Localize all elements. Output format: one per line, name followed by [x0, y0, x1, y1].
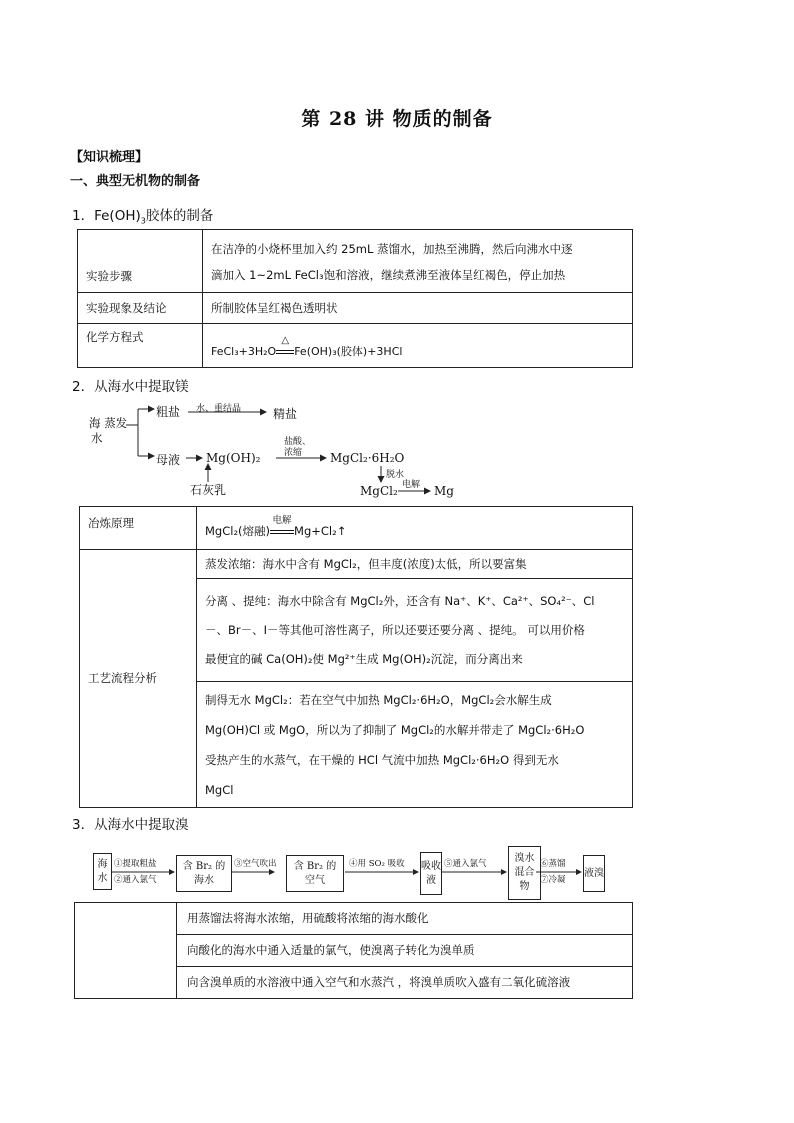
row-content: 向含溴单质的水溶液中通入空气和水蒸汽 ，将溴单质吹入盛有二氧化硫溶液: [177, 967, 633, 999]
br-table: [74, 902, 633, 999]
eq-reactants: MgCl₂(熔融): [205, 524, 271, 538]
diag-fine-salt: 精盐: [273, 407, 298, 421]
flow-box-liquid-bromine: 液溴: [583, 855, 605, 892]
row-label: 工艺流程分析: [80, 550, 197, 808]
diag-acid: 盐酸、: [284, 437, 312, 447]
row-content: 蒸发浓缩：海水中含有 MgCl₂，但丰度(浓度)太低，所以要富集: [197, 550, 633, 579]
diag-concentrate: 浓缩: [284, 448, 303, 458]
diag-mg-oh2: Mg(OH)₂: [206, 451, 261, 465]
table-row: [78, 230, 633, 293]
row-content-line: 在洁净的小烧杯里加入约 25mL 蒸馏水，加热至沸腾，然后向沸水中逐: [211, 242, 573, 256]
page-title: 第 28 讲 物质的制备: [301, 108, 493, 130]
table-row: [80, 507, 633, 550]
diag-seawater-2: 水: [91, 431, 103, 445]
row-content: [197, 682, 633, 808]
diag-mother-liquor: 母液: [156, 453, 181, 467]
eq-products: Fe(OH)₃(胶体)+3HCl: [294, 345, 403, 358]
row-content: 所制胶体呈红褐色透明状: [203, 293, 633, 324]
flow-step-1: ①提取粗盐: [114, 859, 157, 869]
row-label: 实验步骤: [78, 230, 203, 293]
flow-box-text: 空气: [305, 874, 325, 886]
diag-crude-salt: 粗盐: [156, 405, 181, 419]
flow-box-br-air: [286, 855, 344, 892]
diag-mgcl2: MgCl₂: [360, 484, 398, 498]
flow-step-7: ⑦冷凝: [540, 875, 566, 885]
table-row: [80, 550, 633, 579]
diag-mgcl2-hydrate: MgCl₂·6H₂O: [330, 451, 405, 465]
flow-step-3: ③空气吹出: [234, 859, 277, 869]
table-row: [78, 324, 633, 368]
flow-box-absorbent: 吸收液: [420, 852, 442, 895]
row-label-empty: [75, 903, 177, 999]
fe-oh3-table: [77, 229, 633, 368]
flow-step-6: ⑥蒸馏: [540, 859, 566, 869]
eq-arrow: [270, 515, 294, 545]
row-label: 化学方程式: [78, 324, 203, 368]
row-content: [203, 230, 633, 293]
row-label: 实验现象及结论: [78, 293, 203, 324]
row-content: 向酸化的海水中通入适量的氯气，使溴离子转化为溴单质: [177, 935, 633, 967]
eq-products: Mg+Cl₂↑: [294, 524, 347, 538]
mg-table: [79, 506, 633, 808]
row-content-line: 受热产生的水蒸气，在干燥的 HCl 气流中加热 MgCl₂·6H₂O 得到无水: [205, 752, 559, 767]
section-1-title: [72, 204, 213, 224]
eq-reactants: FeCl₃+3H₂O: [211, 345, 277, 358]
flow-box-br-seawater: [176, 855, 232, 892]
section-2-title: 2．从海水中提取镁: [72, 379, 189, 395]
row-content-line: 分离 、提纯：海水中除含有 MgCl₂外，还含有 Na⁺、K⁺、Ca²⁺、SO₄²⁻、Cl: [205, 593, 595, 608]
row-content: 用蒸馏法将海水浓缩，用硫酸将浓缩的海水酸化: [177, 903, 633, 935]
section-heading: 一、典型无机物的制备: [70, 174, 201, 189]
row-content-line: －、Br－、I－等其他可溶性离子，所以还要还要分离 、提纯。 可以用价格: [205, 622, 585, 637]
flow-box-text: 海水: [194, 874, 214, 886]
eq-condition: 电解: [272, 515, 292, 526]
flow-box-seawater: 海水: [93, 853, 112, 890]
diag-electrolysis: 电解: [402, 480, 421, 490]
flow-step-5: ⑤通入氯气: [444, 859, 487, 869]
row-content-line: 滴加入 1~2mL FeCl₃饱和溶液，继续煮沸至液体呈红褐色，停止加热: [211, 268, 566, 282]
row-content-line: 制得无水 MgCl₂：若在空气中加热 MgCl₂·6H₂O，MgCl₂会水解生成: [205, 692, 552, 707]
diag-mg: Mg: [434, 484, 454, 498]
chemical-equation: [203, 324, 633, 368]
section-3-title: 3．从海水中提取溴: [72, 817, 189, 833]
table-row: [75, 903, 633, 935]
eq-condition: △: [281, 335, 290, 346]
s1-title-sub: 3: [140, 216, 146, 226]
table-row: [78, 293, 633, 324]
row-content: [197, 579, 633, 682]
row-content-line: Mg(OH)Cl 或 MgO，所以为了抑制了 MgCl₂的水解并带走了 MgCl₂·6H₂O: [205, 722, 585, 737]
flow-box-bromine-water: 溴水混合物: [508, 846, 541, 900]
br-flow-arrows: [88, 848, 638, 898]
flow-box-text: 含 Br₂ 的: [293, 860, 337, 872]
row-content-line: 最便宜的碱 Ca(OH)₂使 Mg²⁺生成 Mg(OH)₂沉淀，而分离出来: [205, 651, 523, 666]
row-content-line: MgCl: [205, 782, 234, 797]
s1-title-text-post: 胶体的制备: [145, 208, 214, 224]
section-tag: 【知识梳理】: [70, 150, 149, 165]
flow-step-4: ④用 SO₂ 吸收: [349, 859, 405, 869]
row-label: 冶炼原理: [80, 507, 197, 550]
diag-lime-milk: 石灰乳: [190, 483, 227, 497]
s1-title-text: 1．Fe(OH): [72, 208, 141, 224]
diag-seawater: 海 蒸发: [89, 416, 128, 430]
diag-dehydrate: 脱水: [386, 470, 405, 480]
smelting-equation: [197, 507, 633, 550]
eq-arrow: [276, 335, 294, 365]
flow-box-text: 含 Br₂ 的: [182, 860, 226, 872]
flow-step-2: ②通入氯气: [114, 875, 157, 885]
diag-recrystallize: 水、重结晶: [196, 404, 242, 414]
